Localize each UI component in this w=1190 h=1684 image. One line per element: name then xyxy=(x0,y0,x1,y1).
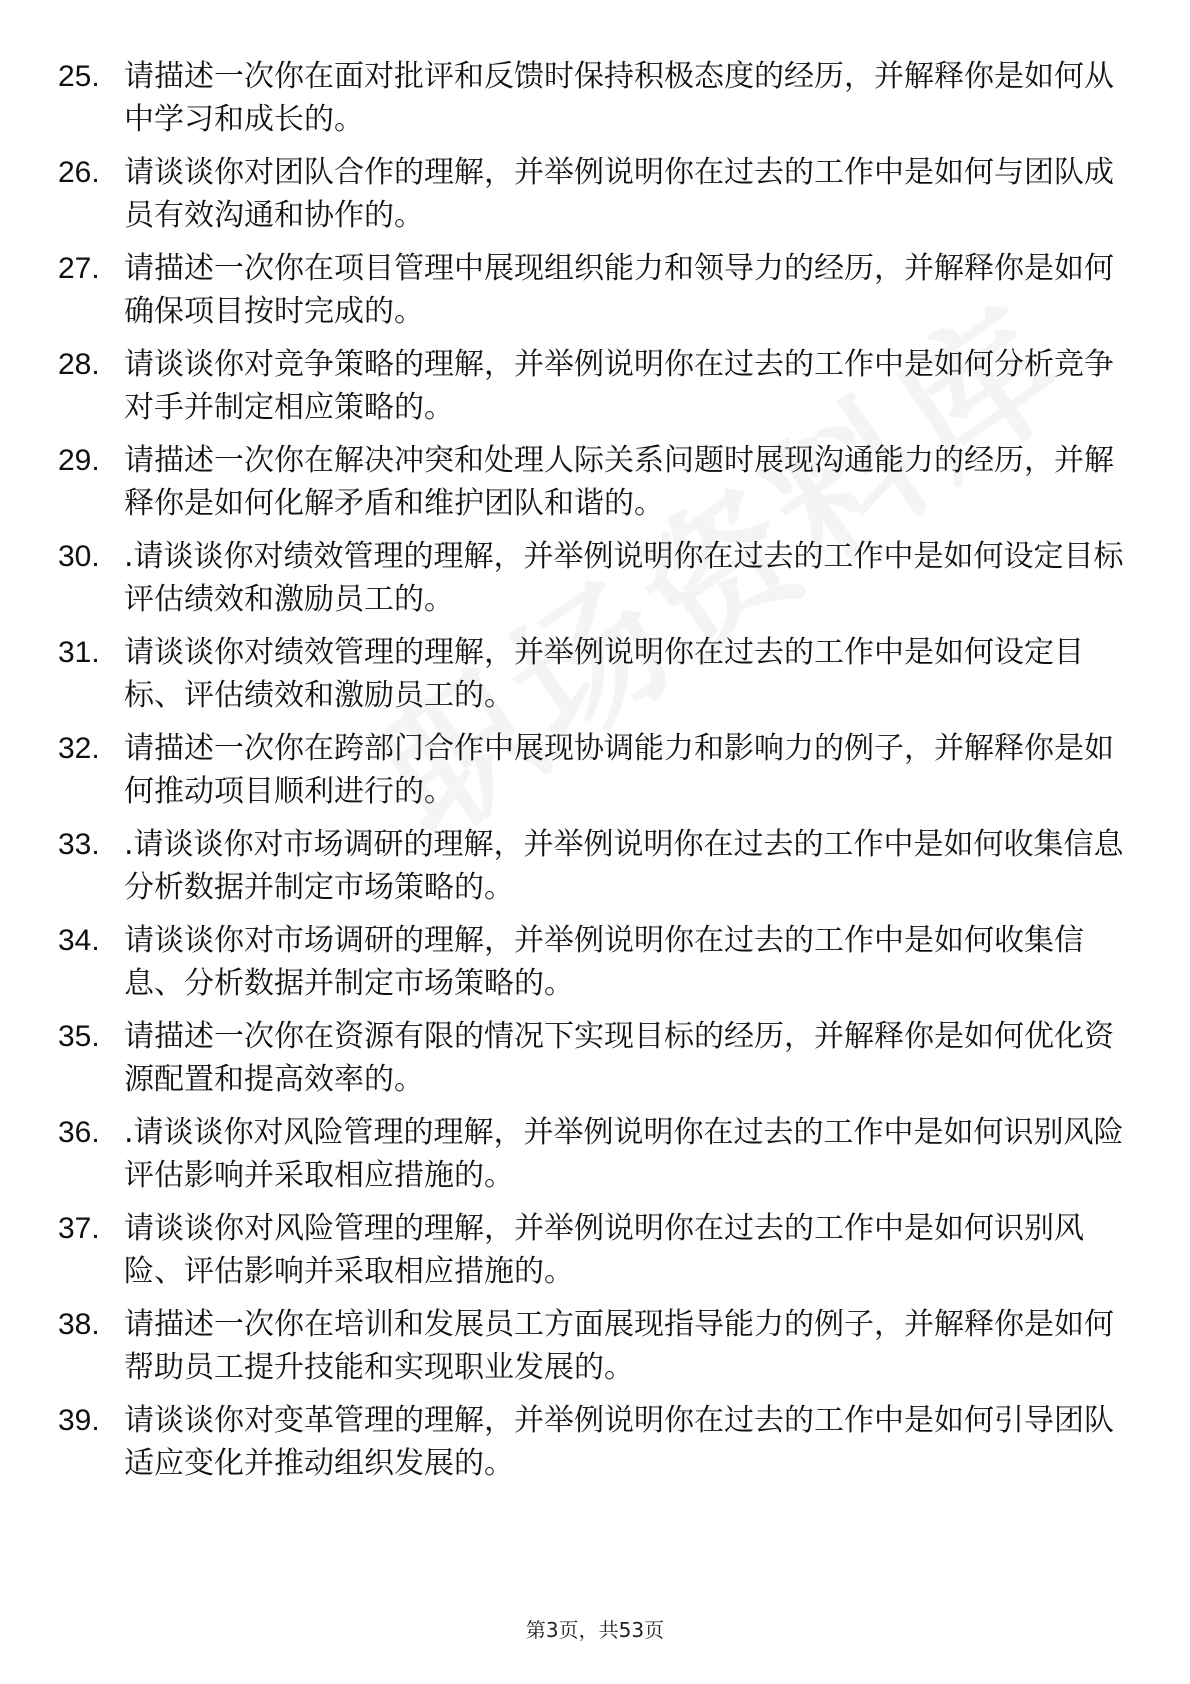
question-item xyxy=(58,439,1138,535)
question-number: 30. xyxy=(58,540,100,573)
question-number: 26. xyxy=(58,156,100,189)
page-number-label: 第3页，共53页 xyxy=(525,1618,665,1642)
question-number: 34. xyxy=(58,924,100,957)
question-item xyxy=(58,343,1138,439)
question-item xyxy=(58,823,1138,919)
question-item xyxy=(58,1015,1138,1111)
question-number: 27. xyxy=(58,252,100,285)
question-text: 请谈谈你对团队合作的理解，并举例说明你在过去的工作中是如何与团队成员有效沟通和协作的。 xyxy=(124,155,1114,233)
question-text: 请描述一次你在项目管理中展现组织能力和领导力的经历，并解释你是如何确保项目按时完成的。 xyxy=(124,251,1114,329)
question-item xyxy=(58,1111,1138,1207)
question-number: 35. xyxy=(58,1020,100,1053)
question-text: .请谈谈你对风险管理的理解，并举例说明你在过去的工作中是如何识别风险评估影响并采取相应措施的。 xyxy=(124,1115,1124,1193)
question-text: 请谈谈你对绩效管理的理解，并举例说明你在过去的工作中是如何设定目标、评估绩效和激励员工的。 xyxy=(124,635,1084,713)
question-list xyxy=(58,55,1138,1495)
question-number: 37. xyxy=(58,1212,100,1245)
question-item xyxy=(58,631,1138,727)
question-item xyxy=(58,1303,1138,1399)
question-text: 请描述一次你在培训和发展员工方面展现指导能力的例子，并解释你是如何帮助员工提升技能和实现职业发展的。 xyxy=(124,1307,1114,1385)
page-footer xyxy=(0,1614,1190,1643)
question-text: 请谈谈你对风险管理的理解，并举例说明你在过去的工作中是如何识别风险、评估影响并采取相应措施的。 xyxy=(124,1211,1084,1289)
question-number: 29. xyxy=(58,444,100,477)
question-item xyxy=(58,919,1138,1015)
question-text: 请谈谈你对市场调研的理解，并举例说明你在过去的工作中是如何收集信息、分析数据并制定市场策略的。 xyxy=(124,923,1084,1001)
question-item xyxy=(58,151,1138,247)
question-text: .请谈谈你对绩效管理的理解，并举例说明你在过去的工作中是如何设定目标评估绩效和激励员工的。 xyxy=(124,539,1124,617)
question-text: 请描述一次你在资源有限的情况下实现目标的经历，并解释你是如何优化资源配置和提高效率的。 xyxy=(124,1019,1114,1097)
question-number: 32. xyxy=(58,732,100,765)
question-number: 36. xyxy=(58,1116,100,1149)
question-number: 25. xyxy=(58,60,100,93)
question-text: 请描述一次你在面对批评和反馈时保持积极态度的经历，并解释你是如何从中学习和成长的。 xyxy=(124,59,1114,137)
question-item xyxy=(58,1399,1138,1495)
question-number: 31. xyxy=(58,636,100,669)
question-text: 请描述一次你在解决冲突和处理人际关系问题时展现沟通能力的经历，并解释你是如何化解矛盾和维护团队和谐的。 xyxy=(124,443,1114,521)
question-number: 39. xyxy=(58,1404,100,1437)
question-item xyxy=(58,55,1138,151)
question-number: 33. xyxy=(58,828,100,861)
question-text: 请谈谈你对变革管理的理解，并举例说明你在过去的工作中是如何引导团队适应变化并推动组织发展的。 xyxy=(124,1403,1114,1481)
question-text: .请谈谈你对市场调研的理解，并举例说明你在过去的工作中是如何收集信息分析数据并制定市场策略的。 xyxy=(124,827,1124,905)
question-number: 38. xyxy=(58,1308,100,1341)
question-text: 请描述一次你在跨部门合作中展现协调能力和影响力的例子，并解释你是如何推动项目顺利进行的。 xyxy=(124,731,1114,809)
question-text: 请谈谈你对竞争策略的理解，并举例说明你在过去的工作中是如何分析竞争对手并制定相应策略的。 xyxy=(124,347,1114,425)
question-item xyxy=(58,535,1138,631)
question-item xyxy=(58,1207,1138,1303)
question-item xyxy=(58,247,1138,343)
question-item xyxy=(58,727,1138,823)
question-number: 28. xyxy=(58,348,100,381)
